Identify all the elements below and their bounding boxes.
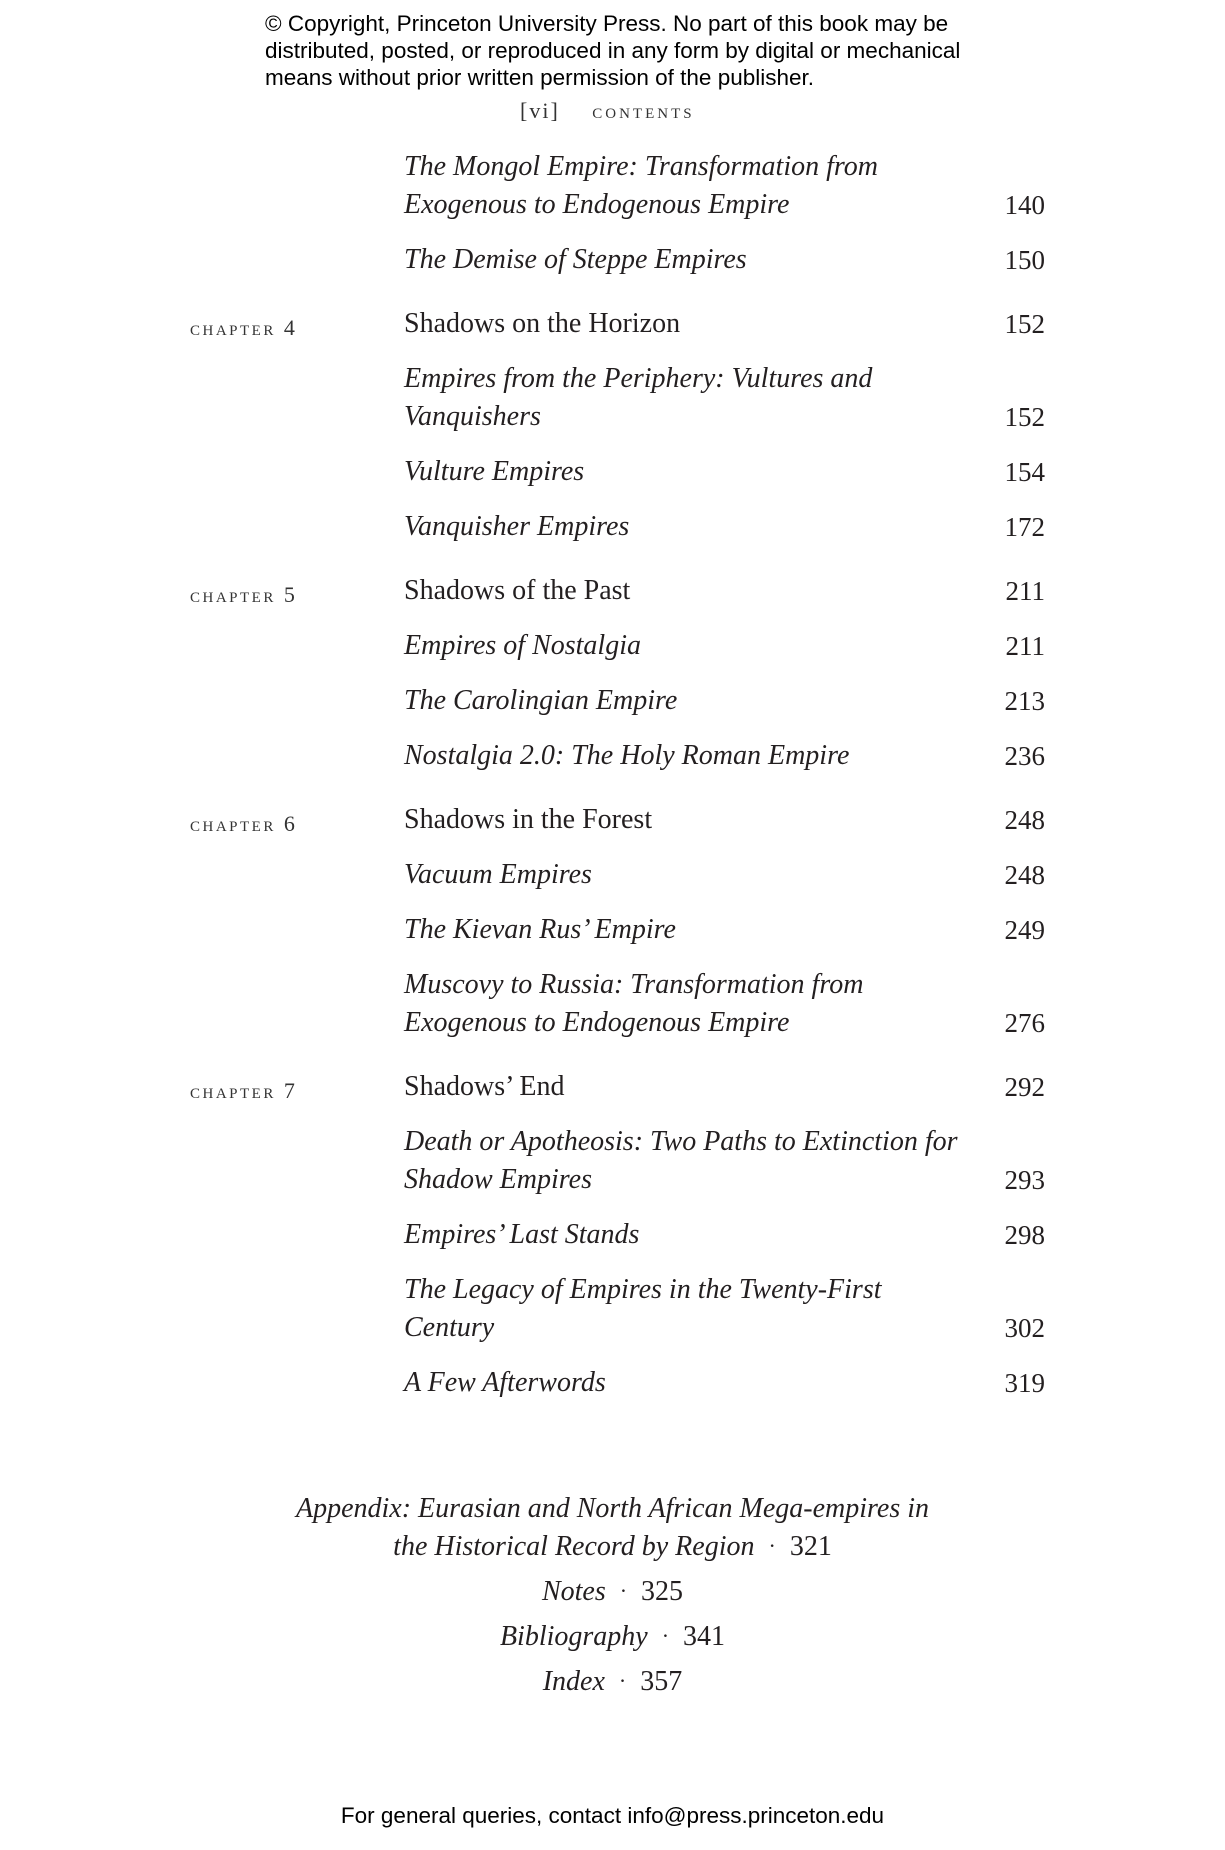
toc-entry[interactable] <box>190 360 1050 436</box>
toc-entry-page: 152 <box>1004 402 1045 432</box>
toc-entry[interactable] <box>190 1364 1050 1402</box>
toc-entry-page: 292 <box>1004 1072 1045 1102</box>
chapter-label <box>190 148 404 158</box>
chapter-label <box>190 241 404 251</box>
toc-entry-title: Vanquisher Empires <box>404 511 630 542</box>
toc-entry[interactable] <box>190 508 1050 546</box>
back-matter-entry[interactable] <box>293 1490 933 1567</box>
chapter-label <box>190 966 404 976</box>
toc-entry[interactable] <box>190 453 1050 491</box>
toc-chapter-group <box>190 572 1050 775</box>
toc-entry-title: Empires from the Periphery: Vultures and Vanquishers <box>404 363 873 432</box>
toc-entry-page: 152 <box>1004 309 1045 339</box>
toc-entry[interactable] <box>190 1216 1050 1254</box>
toc-entry-page: 172 <box>1004 512 1045 542</box>
chapter-label: chapter 6 <box>190 811 298 836</box>
toc-entry-title: Shadows of the Past <box>404 575 631 606</box>
back-matter-page: 357 <box>640 1666 683 1697</box>
chapter-label <box>190 856 404 866</box>
toc-entry-title: Vulture Empires <box>404 456 585 487</box>
toc-entry-title: The Carolingian Empire <box>404 685 678 716</box>
copyright-notice: © Copyright, Princeton University Press. No part of this book may be distributed, posted, or reproduced in any form by digital or mechanical means without prior written permission of the publisher. <box>265 11 961 90</box>
back-matter-entry[interactable] <box>0 1663 1225 1702</box>
toc-entry[interactable] <box>190 737 1050 775</box>
toc-entry[interactable] <box>190 856 1050 894</box>
toc-chapter-group <box>190 148 1050 279</box>
toc-entry[interactable] <box>190 1123 1050 1199</box>
chapter-label: chapter 4 <box>190 315 298 340</box>
toc-entry-title: Shadows in the Forest <box>404 804 653 835</box>
chapter-label: chapter 7 <box>190 1078 298 1103</box>
toc-entry[interactable] <box>190 911 1050 949</box>
chapter-label <box>190 360 404 370</box>
toc-entry[interactable] <box>190 241 1050 279</box>
back-matter <box>0 1490 1225 1708</box>
running-head-label: contents <box>592 98 695 123</box>
toc-entry[interactable] <box>190 627 1050 665</box>
toc-entry-title: The Mongol Empire: Transformation from Exogenous to Endogenous Empire <box>404 151 878 220</box>
toc-entry[interactable] <box>190 801 1050 839</box>
footer-contact: For general queries, contact info@press.princeton.edu <box>340 1803 885 1828</box>
back-matter-entry[interactable] <box>0 1618 1225 1657</box>
toc-entry-page: 276 <box>1004 1008 1045 1038</box>
toc-entry[interactable] <box>190 1068 1050 1106</box>
toc-entry-page: 236 <box>1004 741 1045 771</box>
middle-dot-separator: · <box>619 1578 628 1603</box>
chapter-label: chapter 5 <box>190 582 298 607</box>
toc-entry-page: 140 <box>1004 190 1045 220</box>
chapter-label <box>190 911 404 921</box>
chapter-label <box>190 1123 404 1133</box>
toc-entry-title: Vacuum Empires <box>404 859 592 890</box>
toc-entry[interactable] <box>190 148 1050 224</box>
toc-entry-title: The Demise of Steppe Empires <box>404 244 747 275</box>
toc-entry[interactable] <box>190 1271 1050 1347</box>
toc-entry-page: 248 <box>1004 805 1045 835</box>
toc-chapter-group <box>190 801 1050 1042</box>
middle-dot-separator: · <box>768 1533 776 1558</box>
running-head <box>520 98 695 124</box>
toc-entry-title: The Legacy of Empires in the Twenty-First Century <box>404 1274 882 1343</box>
back-matter-title: Index <box>542 1666 605 1697</box>
chapter-label <box>190 1216 404 1226</box>
toc-entry-page: 293 <box>1004 1165 1045 1195</box>
toc-chapter-group <box>190 1068 1050 1402</box>
toc-entry-title: Death or Apotheosis: Two Paths to Extinction for Shadow Empires <box>404 1126 958 1195</box>
table-of-contents <box>190 148 1050 1428</box>
page-folio: [vi] <box>520 98 560 123</box>
toc-entry-page: 211 <box>1005 631 1045 661</box>
chapter-label <box>190 453 404 463</box>
back-matter-title: Notes <box>541 1576 606 1607</box>
toc-entry-page: 298 <box>1004 1220 1045 1250</box>
toc-entry-page: 211 <box>1005 576 1045 606</box>
back-matter-page: 325 <box>641 1576 684 1607</box>
chapter-label <box>190 1364 404 1374</box>
toc-entry-title: Empires of Nostalgia <box>404 630 641 661</box>
toc-entry-page: 154 <box>1004 457 1045 487</box>
toc-entry-page: 150 <box>1004 245 1045 275</box>
toc-entry[interactable] <box>190 572 1050 610</box>
toc-entry-page: 249 <box>1004 915 1045 945</box>
middle-dot-separator: · <box>661 1623 670 1648</box>
toc-entry-title: Shadows on the Horizon <box>404 308 681 339</box>
toc-entry[interactable] <box>190 966 1050 1042</box>
chapter-label <box>190 682 404 692</box>
toc-entry-title: Muscovy to Russia: Transformation from Exogenous to Endogenous Empire <box>404 969 864 1038</box>
toc-entry-title: The Kievan Rus’ Empire <box>404 914 676 945</box>
toc-entry[interactable] <box>190 682 1050 720</box>
toc-entry-page: 248 <box>1004 860 1045 890</box>
toc-entry[interactable] <box>190 305 1050 343</box>
chapter-label <box>190 627 404 637</box>
toc-entry-page: 319 <box>1004 1368 1045 1398</box>
chapter-label <box>190 508 404 518</box>
back-matter-entry[interactable] <box>0 1573 1225 1612</box>
middle-dot-separator: · <box>618 1668 627 1693</box>
chapter-label <box>190 1271 404 1281</box>
toc-entry-title: A Few Afterwords <box>404 1367 606 1398</box>
toc-entry-page: 213 <box>1004 686 1045 716</box>
toc-entry-title: Shadows’ End <box>404 1071 565 1102</box>
toc-entry-page: 302 <box>1004 1313 1045 1343</box>
back-matter-page: 341 <box>683 1621 726 1652</box>
chapter-label <box>190 737 404 747</box>
back-matter-title: Appendix: Eurasian and North African Mega-empires in the Historical Record by Region <box>295 1493 930 1562</box>
toc-chapter-group <box>190 305 1050 546</box>
back-matter-page: 321 <box>789 1531 832 1562</box>
back-matter-title: Bibliography <box>499 1621 648 1652</box>
toc-entry-title: Nostalgia 2.0: The Holy Roman Empire <box>404 740 850 771</box>
toc-entry-title: Empires’ Last Stands <box>404 1219 640 1250</box>
